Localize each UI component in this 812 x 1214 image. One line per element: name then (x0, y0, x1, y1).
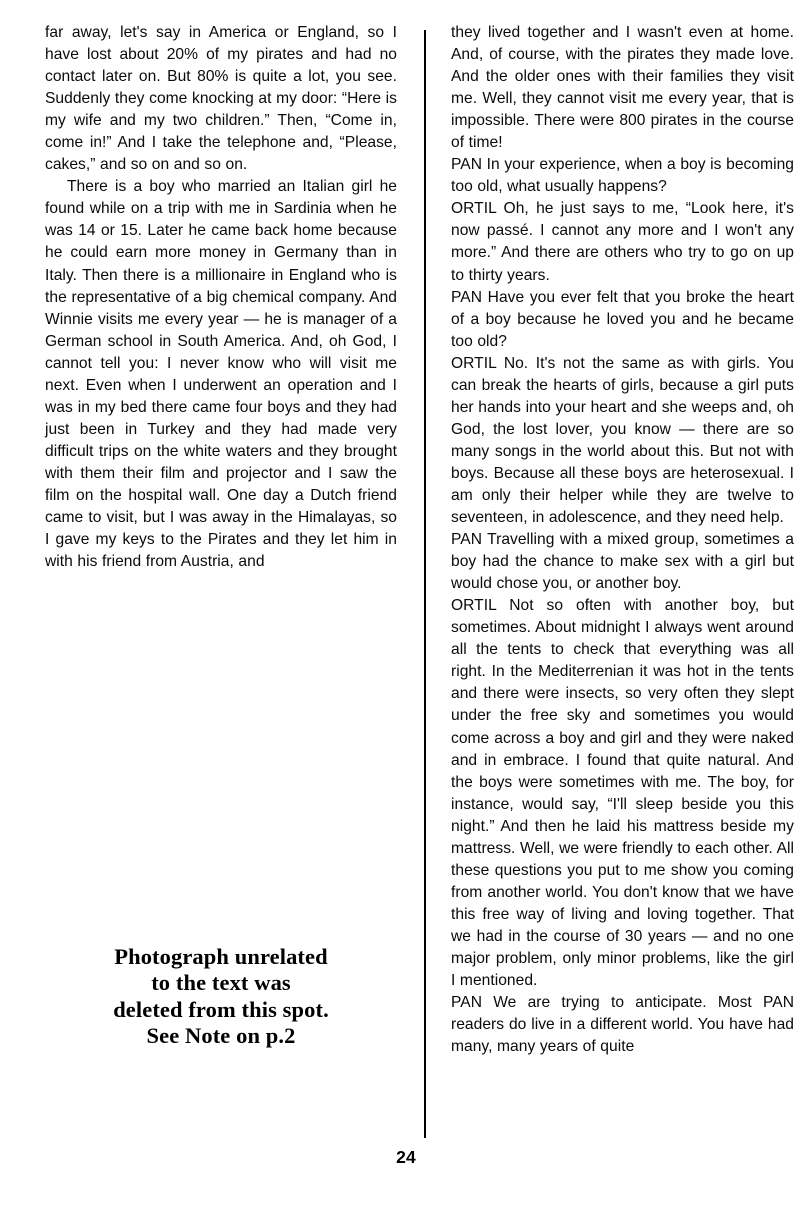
paragraph: There is a boy who married an Italian girl he found while on a trip with me in Sardinia when he was 14 or 15. Later he came back home because he could earn more money in Germany than in Italy. Then there is a millionaire in England who is the representative of a big chemical company. And Winnie visits me every year — he is manager of a German school in South America. And, oh God, I cannot tell you: I never know who will visit me next. Even when I underwent an operation and I was in my bed there came four boys and they had just been in Turkey and they had made very difficult trips on the white waters and they brought with them their film and projector and I saw the film on the hospital wall. One day a Dutch friend came to visit, but I was away in the Himalayas, so I gave my keys to the Pirates and they let him in with his friend from Austria, and (45, 178, 397, 571)
deleted-photo-note-line: See Note on p.2 (146, 1023, 296, 1049)
column-divider-rule (424, 30, 426, 1138)
deleted-photo-note-line: to the text was (151, 970, 291, 996)
paragraph: ORTIL Oh, he just says to me, “Look here, it's now passé. I cannot any more and I won't any more.” And there are others who try to go on up to thirty years. (451, 200, 794, 284)
paragraph: far away, let's say in America or England, so I have lost about 20% of my pirates and had no contact later on. But 80% is quite a lot, you see. Suddenly they come knocking at my door: “Here is my wife and my two children.” Then, “Come in, come in!” And I take the telephone and, “Please, cakes,” and so on and so on. (45, 24, 397, 174)
paragraph: PAN We are trying to anticipate. Most PAN readers do live in a different world. You have had many, many years of quite (451, 994, 794, 1056)
paragraph: PAN Travelling with a mixed group, sometimes a boy had the chance to make sex with a girl but would chose you, or another boy. (451, 531, 794, 593)
deleted-photo-note (45, 944, 397, 1050)
right-text-column (451, 22, 794, 1058)
left-text-column (45, 22, 397, 573)
paragraph: they lived together and I wasn't even at home. And, of course, with the pirates they made love. And the older ones with their families they visit me. Well, they cannot visit me every year, that is impossible. There were 800 pirates in the course of time! (451, 24, 794, 152)
paragraph: ORTIL No. It's not the same as with girls. You can break the hearts of girls, because a girl puts her hands into your heart and she weeps and, oh God, the lost lover, you know — there are so many songs in the world about this. But not with boys. Because all these boys are heterosexual. I am only their helper while they are twelve to seventeen, in adolescence, and they need help. (451, 354, 794, 527)
page-number: 24 (396, 1147, 416, 1167)
paragraph: PAN Have you ever felt that you broke the heart of a boy because he loved you and he became too old? (451, 288, 794, 350)
paragraph: ORTIL Not so often with another boy, but sometimes. About midnight I always went around all the tents to check that everything was all right. In the Mediterrenian it was hot in the tents and there were insects, so very often they slept under the free sky and sometimes you would come across a boy and girl and they were naked and in embrace. I found that quite natural. And the boys were sometimes with me. The boy, for instance, would say, “I'll sleep beside you this night.” And then he laid his mattress beside my mattress. Well, we were friendly to each other. All these questions you put to me show you coming from another world. You don't know that we have this free way of living and loving together. That we had in the course of 30 years — and no one major problem, only minor problems, like the girl I mentioned. (451, 597, 794, 990)
deleted-photo-note-line: Photograph unrelated (114, 944, 328, 969)
deleted-photo-note-line: deleted from this spot. (113, 996, 329, 1022)
paragraph: PAN In your experience, when a boy is becoming too old, what usually happens? (451, 156, 794, 196)
